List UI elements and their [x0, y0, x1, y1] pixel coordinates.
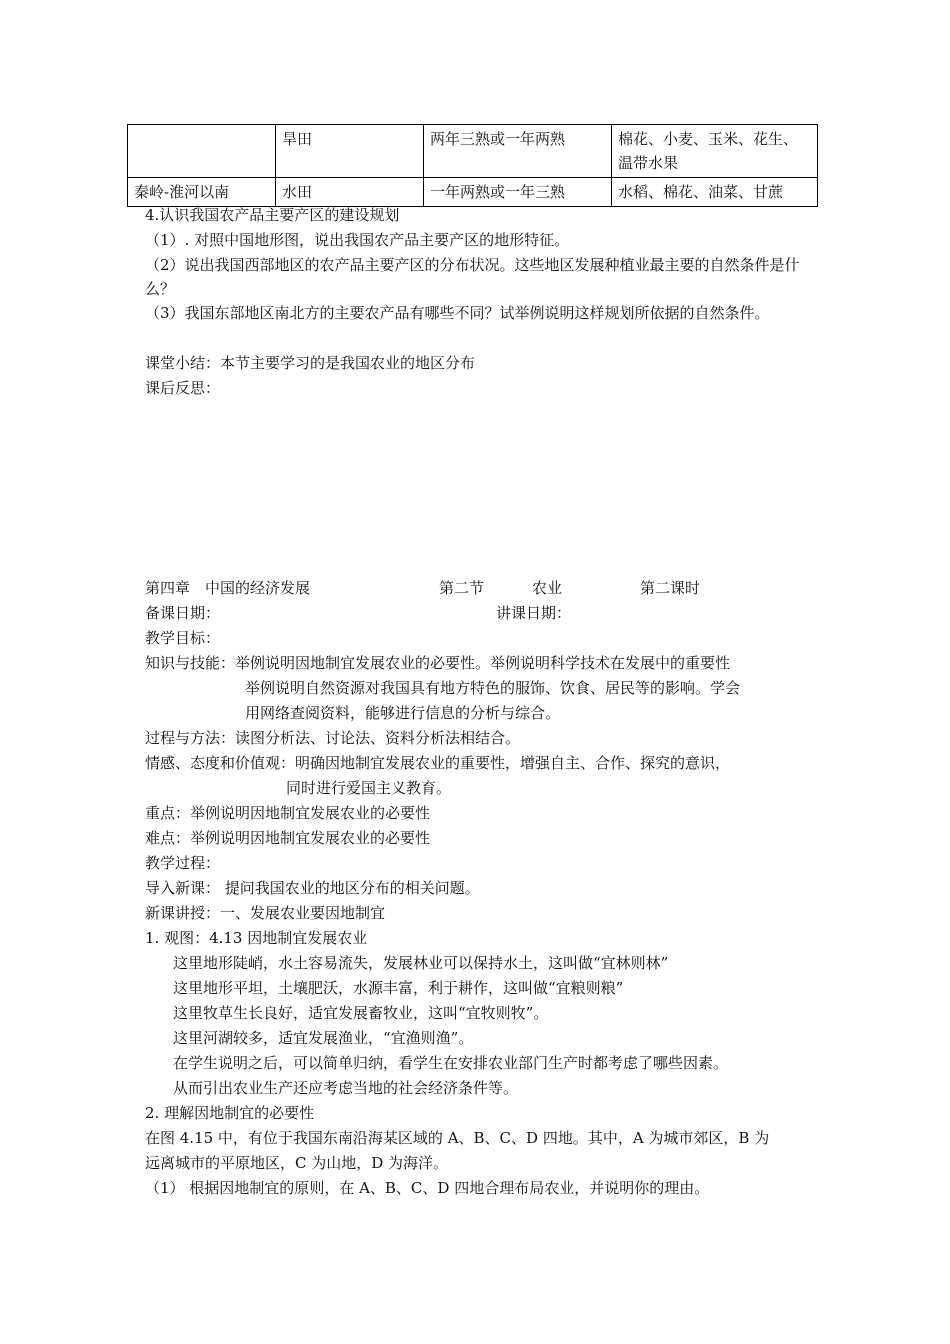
figure-description-cont: 远离城市的平原地区，C 为山地，D 为海洋。 [145, 1154, 449, 1172]
list-item: 这里地形陡峭，水土容易流失，发展林业可以保持水土，这叫做“宜林则林” [173, 954, 669, 972]
item-1-title: 1. 观图：4.13 因地制宜发展农业 [145, 929, 368, 947]
question-2: （2）说出我国西部地区的农产品主要产区的分布状况。这些地区发展种植业最主要的自然条件是什么？ [145, 256, 800, 298]
new-lesson: 新课讲授：一、发展农业要因地制宜 [145, 904, 386, 922]
difficult-point: 难点：举例说明因地制宜发展农业的必要性 [145, 829, 431, 847]
knowledge-skills: 知识与技能：举例说明因地制宜发展农业的必要性。举例说明科学技术在发展中的重要性 [145, 654, 731, 672]
section-heading: 4.认识我国农产品主要产区的建设规划 [145, 206, 400, 224]
list-item: 这里牧草生长良好，适宜发展畜牧业，这叫“宜牧则牧”。 [173, 1004, 549, 1022]
item-2-title: 2. 理解因地制宜的必要性 [145, 1104, 315, 1122]
list-item: 在学生说明之后，可以简单归纳，看学生在安排农业部门生产时都考虑了哪些因素。 [173, 1054, 729, 1072]
key-point: 重点：举例说明因地制宜发展农业的必要性 [145, 804, 431, 822]
knowledge-skills-cont: 举例说明自然资源对我国具有地方特色的服饰、饮食、居民等的影响。学会 [245, 679, 741, 697]
table-cell: 水稻、棉花、油菜、甘蔗 [612, 178, 818, 207]
table-row [128, 125, 818, 178]
teach-date-label: 讲课日期： [496, 604, 572, 622]
lesson-period: 第二课时 [640, 579, 701, 597]
section-topic: 农业 [532, 579, 563, 597]
prep-date-label: 备课日期： [145, 604, 221, 622]
class-summary: 课堂小结：本节主要学习的是我国农业的地区分布 [145, 354, 476, 372]
table-cell: 棉花、小麦、玉米、花生、温带水果 [612, 125, 818, 178]
attitude-values: 情感、态度和价值观：明确因地制宜发展农业的重要性，增强自主、合作、探究的意识， [145, 754, 731, 772]
after-class-reflection: 课后反思： [145, 379, 221, 397]
process-label: 教学过程： [145, 854, 221, 872]
question-1: （1）. 对照中国地形图，说出我国农产品主要产区的地形特征。 [145, 231, 570, 249]
attitude-values-cont: 同时进行爱国主义教育。 [286, 779, 452, 797]
question-3: （3）我国东部地区南北方的主要农产品有哪些不同？试举例说明这样规划所依据的自然条件。 [145, 304, 770, 322]
crop-table [127, 124, 818, 207]
process-methods: 过程与方法：读图分析法、讨论法、资料分析法相结合。 [145, 729, 521, 747]
knowledge-skills-cont: 用网络查阅资料，能够进行信息的分析与综合。 [245, 704, 561, 722]
list-item: 这里地形平坦，土壤肥沃，水源丰富，利于耕作，这叫做“宜粮则粮” [173, 979, 624, 997]
objectives-label: 教学目标： [145, 629, 221, 647]
table-cell: 水田 [276, 178, 424, 207]
table-cell: 秦岭-淮河以南 [128, 178, 276, 207]
section-number: 第二节 [439, 579, 485, 597]
list-item: 从而引出农业生产还应考虑当地的社会经济条件等。 [173, 1079, 519, 1097]
table-cell: 一年两熟或一年三熟 [424, 178, 612, 207]
table-cell: 两年三熟或一年两熟 [424, 125, 612, 178]
chapter-title: 第四章 中国的经济发展 [145, 579, 311, 597]
table-cell: 旱田 [276, 125, 424, 178]
figure-question-1: （1） 根据因地制宜的原则，在 A、B、C、D 四地合理布局农业，并说明你的理由。 [145, 1179, 710, 1197]
figure-description: 在图 4.15 中，有位于我国东南沿海某区域的 A、B、C、D 四地。其中，A 为城市郊区，B 为 [145, 1129, 770, 1147]
lesson-intro: 导入新课： 提问我国农业的地区分布的相关问题。 [145, 879, 480, 897]
table-cell [128, 125, 276, 178]
list-item: 这里河湖较多，适宜发展渔业，“宜渔则渔”。 [173, 1029, 474, 1047]
